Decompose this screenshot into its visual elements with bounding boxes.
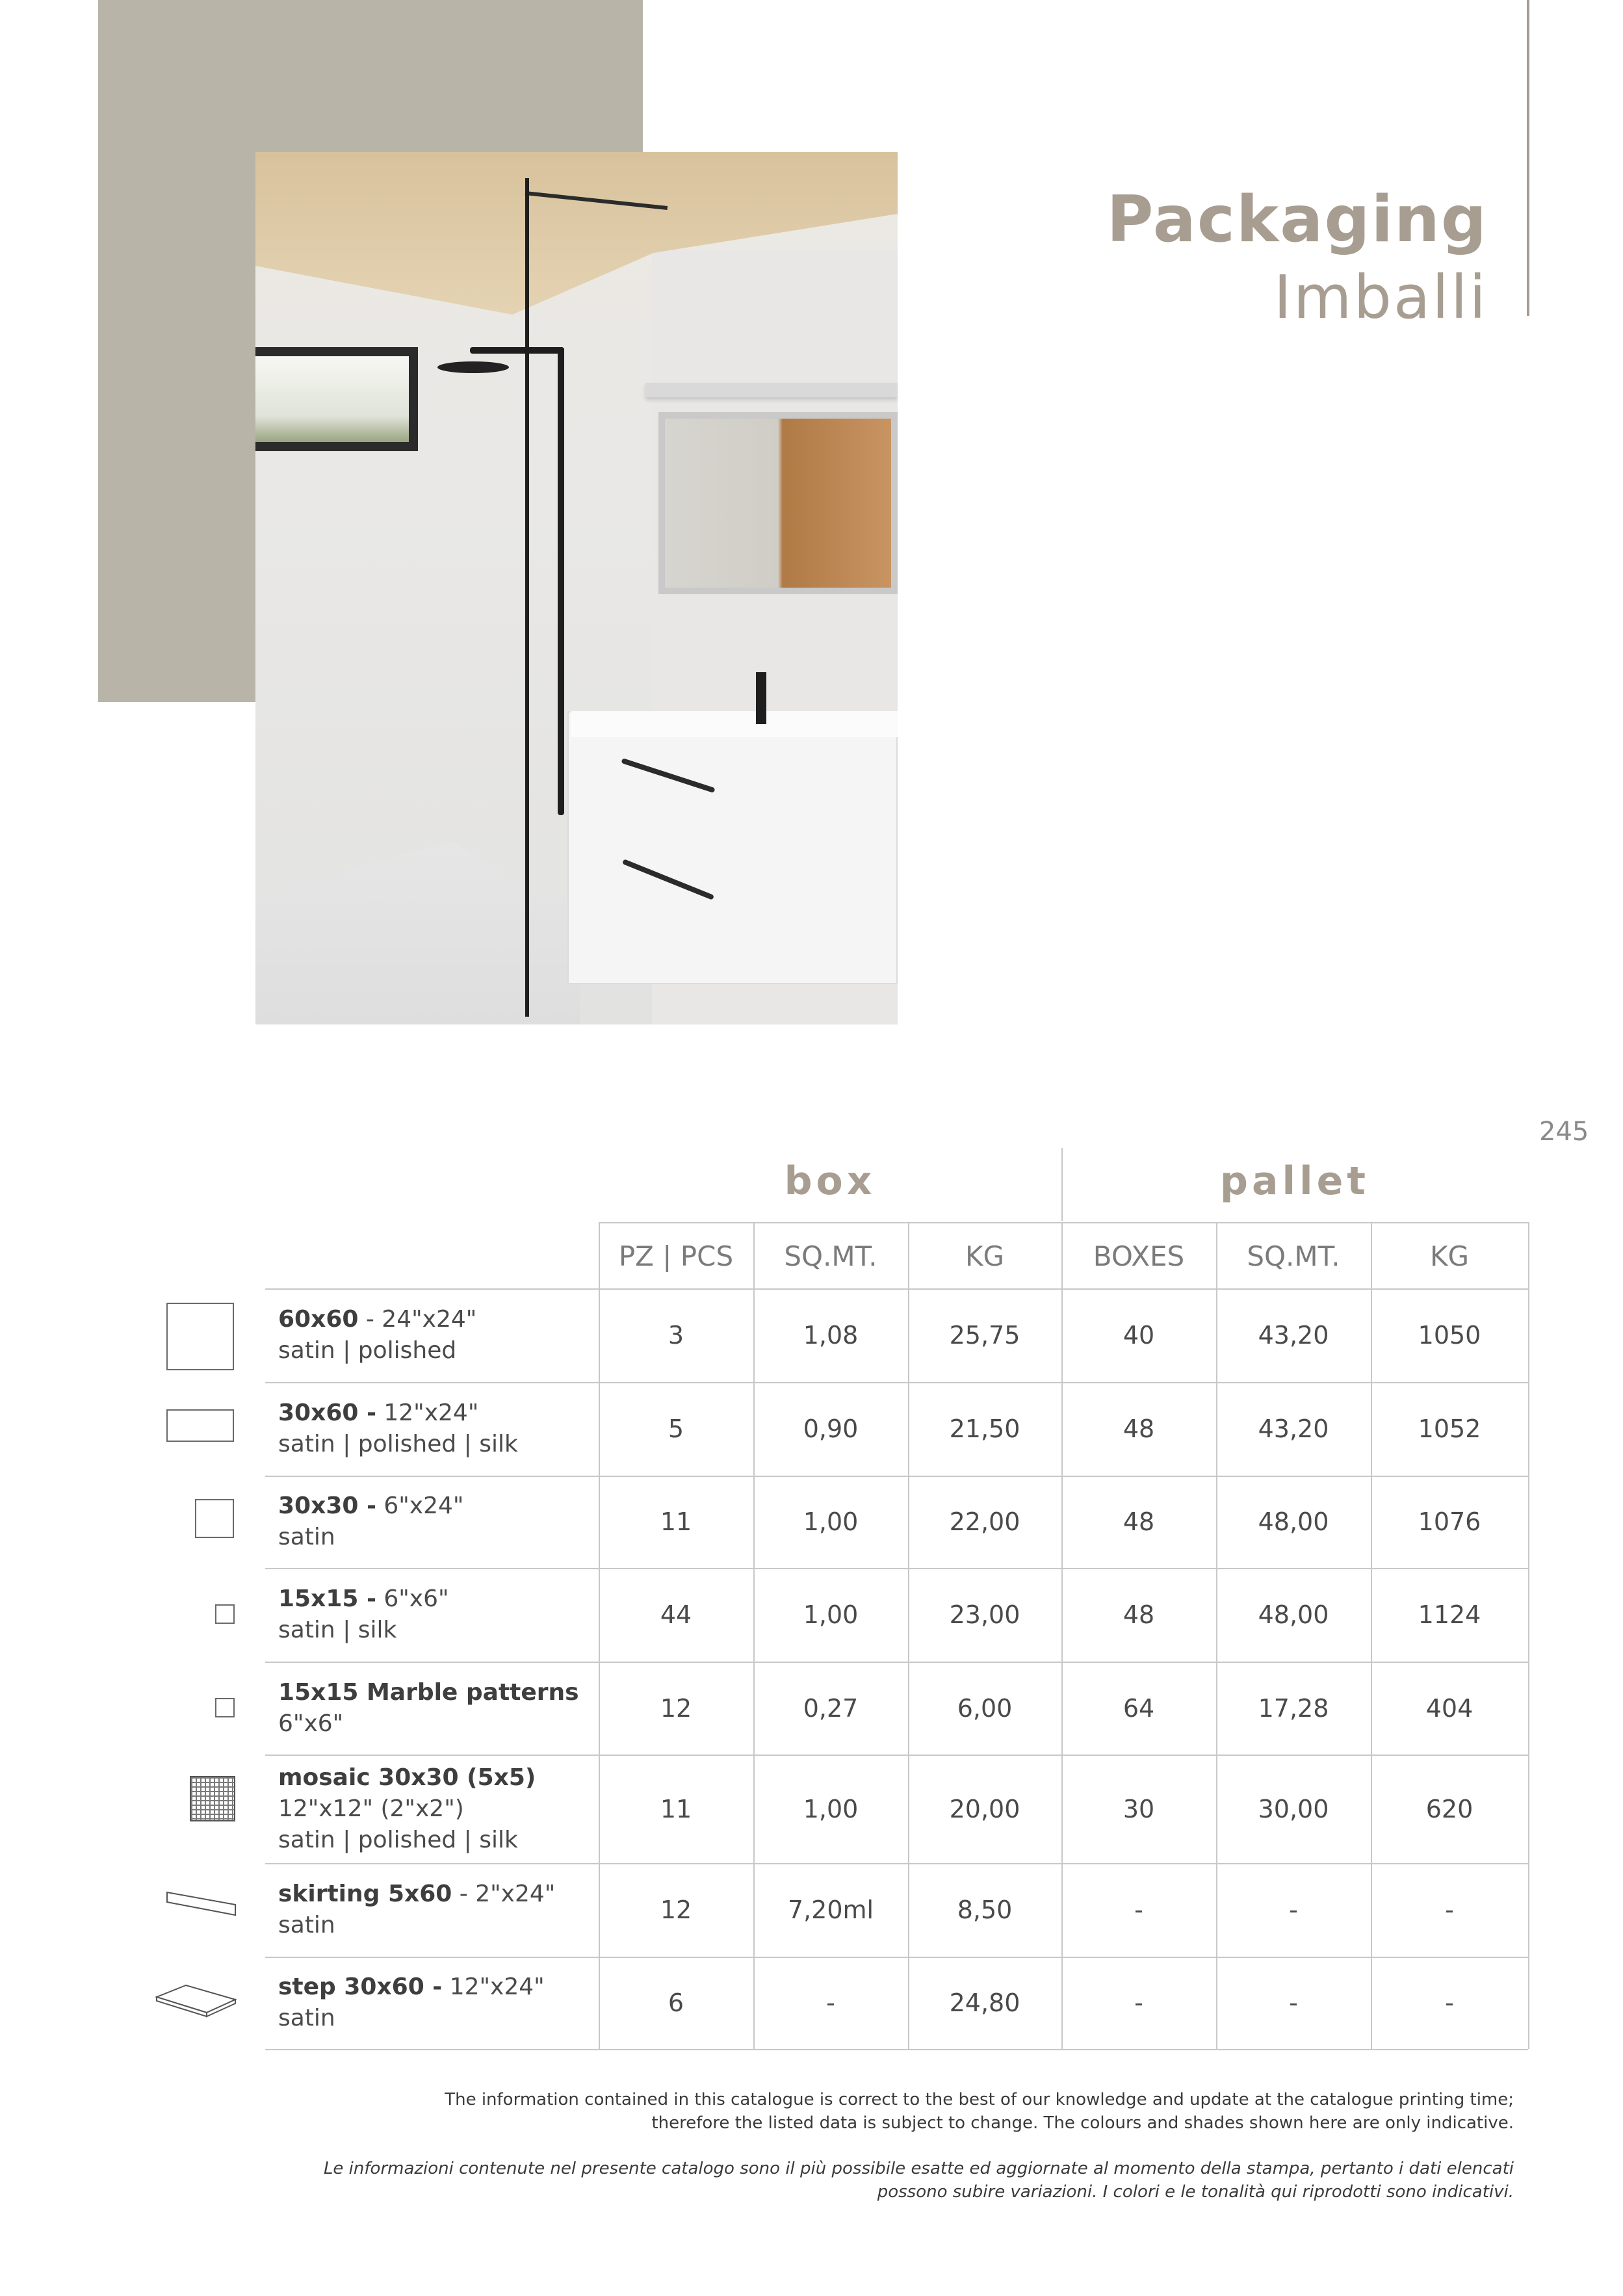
mirror-in-photo [658,412,898,594]
step-tile-icon [155,1983,238,2019]
title-rule [1527,0,1529,316]
faucet-in-photo [756,672,766,724]
square-tile-medium-icon [195,1499,234,1538]
tile-size: 60x60 [278,1306,359,1333]
table-cell: 44 [660,1600,692,1629]
column-header: SQ.MT. [784,1240,877,1272]
table-cell: 404 [1425,1693,1474,1723]
tile-finish: satin [278,1912,335,1938]
page-title [1107,181,1488,337]
tile-size: 30x60 - [278,1400,376,1426]
row-label: 30x60 - 12"x24" satin | polished | silk [278,1382,599,1476]
table-cell: 11 [660,1507,692,1536]
title-sub: Imballi [1273,263,1488,332]
table-cell: 1124 [1418,1600,1481,1629]
square-tile-small-icon [215,1604,235,1624]
table-cell: 6,00 [957,1693,1013,1723]
disclaimer-english: The information contained in this catalogue is correct to the best of our knowledge and update at the catalogue printing time; therefore the listed data is subject to change. The colours and shades shown here are only indicative. [445,2090,1514,2133]
table-cell: - [1289,1989,1298,2017]
title-main: Packaging [1106,183,1488,257]
table-cell: - [1134,1989,1143,2017]
table-cell: - [1445,1896,1454,1924]
tile-size: 30x30 - [278,1493,376,1519]
column-header: PZ | PCS [618,1240,734,1272]
table-cell: 5 [668,1415,684,1443]
table-cell: 1052 [1418,1415,1481,1443]
table-cell: 620 [1425,1794,1474,1823]
table-cell: 8,50 [957,1896,1013,1924]
row-label: step 30x60 - 12"x24" satin [278,1957,599,2049]
table-cell: 0,90 [803,1415,859,1443]
tile-size: step 30x60 - [278,1974,443,2000]
column-header: KG [1429,1240,1470,1272]
table-cell: 12 [660,1693,692,1723]
table-cell: 7,20ml [787,1896,874,1924]
column-header: KG [965,1240,1005,1272]
tile-finish: 6"x6" [278,1710,344,1737]
row-label: mosaic 30x30 (5x5) 12"x12" (2"x2") satin | polished | silk [278,1755,599,1863]
table-cell: 1,08 [803,1321,859,1350]
column-header: SQ.MT. [1247,1240,1340,1272]
tile-finish: satin [278,1524,335,1550]
window-in-photo [255,347,418,451]
tile-finish: satin [278,2005,335,2031]
row-label [278,1662,599,1755]
table-cell: - [1445,1989,1454,2017]
column-header: BOXES [1093,1240,1185,1272]
table-cell: 6 [668,1989,684,2017]
table-cell: 48 [1123,1600,1155,1629]
table-cell: 1,00 [803,1794,859,1823]
tile-finish: satin | polished [278,1337,457,1364]
row-label: 15x15 - 6"x6" satin | silk [278,1568,599,1662]
mosaic-grid-icon [190,1776,235,1821]
disclaimer-italian: Le informazioni contenute nel presente catalogo sono il più possibile esatte ed aggiornate al momento della stampa, pertanto i dati elencati possono subire variazioni. I colori e le tonalità qui riprodotti sono indicativi. [323,2159,1514,2202]
table-cell: 1,00 [803,1507,859,1536]
square-tile-large-icon [166,1303,234,1370]
table-cell: 48 [1123,1507,1155,1536]
table-cell: 24,80 [949,1989,1020,2017]
row-label: skirting 5x60 - 2"x24" satin [278,1863,599,1957]
row-label: 30x30 - 6"x24" satin [278,1476,599,1568]
tile-finish: satin | polished | silk [278,1826,518,1853]
group-label-box: box [784,1158,876,1204]
tile-finish: satin | silk [278,1617,397,1643]
table-cell: 17,28 [1258,1693,1329,1723]
page-number: 245 [1539,1117,1589,1147]
bathroom-photo [255,152,898,1024]
table-cell: 0,27 [803,1693,859,1723]
skirting-icon [165,1890,238,1918]
table-cell: 23,00 [949,1600,1020,1629]
table-cell: 1050 [1418,1321,1481,1350]
tile-size: mosaic 30x30 (5x5) [278,1764,536,1791]
table-cell: - [1134,1896,1143,1924]
tile-size: 15x15 Marble patterns [278,1678,579,1706]
table-cell: 30 [1123,1794,1155,1823]
table-cell: 25,75 [949,1321,1020,1350]
table-cell: 3 [668,1321,684,1350]
shower-glass-in-photo [525,178,529,1017]
table-cell: 64 [1123,1693,1155,1723]
table-cell: 40 [1123,1321,1155,1350]
table-cell: 30,00 [1258,1794,1329,1823]
table-cell: 48,00 [1258,1600,1329,1629]
table-cell: 12 [660,1896,692,1924]
table-cell: - [1289,1896,1298,1924]
table-cell: - [826,1989,835,2017]
table-cell: 48 [1123,1415,1155,1443]
shower-head-in-photo [437,361,509,373]
table-cell: 22,00 [949,1507,1020,1536]
table-cell: 48,00 [1258,1507,1329,1536]
table-cell: 1,00 [803,1600,859,1629]
rectangle-tile-icon [166,1409,234,1442]
table-cell: 43,20 [1258,1321,1329,1350]
group-label-pallet: pallet [1220,1158,1370,1204]
square-tile-small-icon [215,1698,235,1717]
table-cell: 1076 [1418,1507,1481,1536]
table-cell: 43,20 [1258,1415,1329,1443]
vanity-in-photo [567,711,898,984]
tile-size: 15x15 - [278,1585,376,1612]
tile-size: skirting 5x60 [278,1881,452,1907]
table-cell: 20,00 [949,1794,1020,1823]
tile-finish: satin | polished | silk [278,1431,518,1457]
table-cell: 21,50 [949,1415,1020,1443]
row-label: 60x60 - 24"x24" satin | polished [278,1288,599,1382]
table-cell: 11 [660,1794,692,1823]
